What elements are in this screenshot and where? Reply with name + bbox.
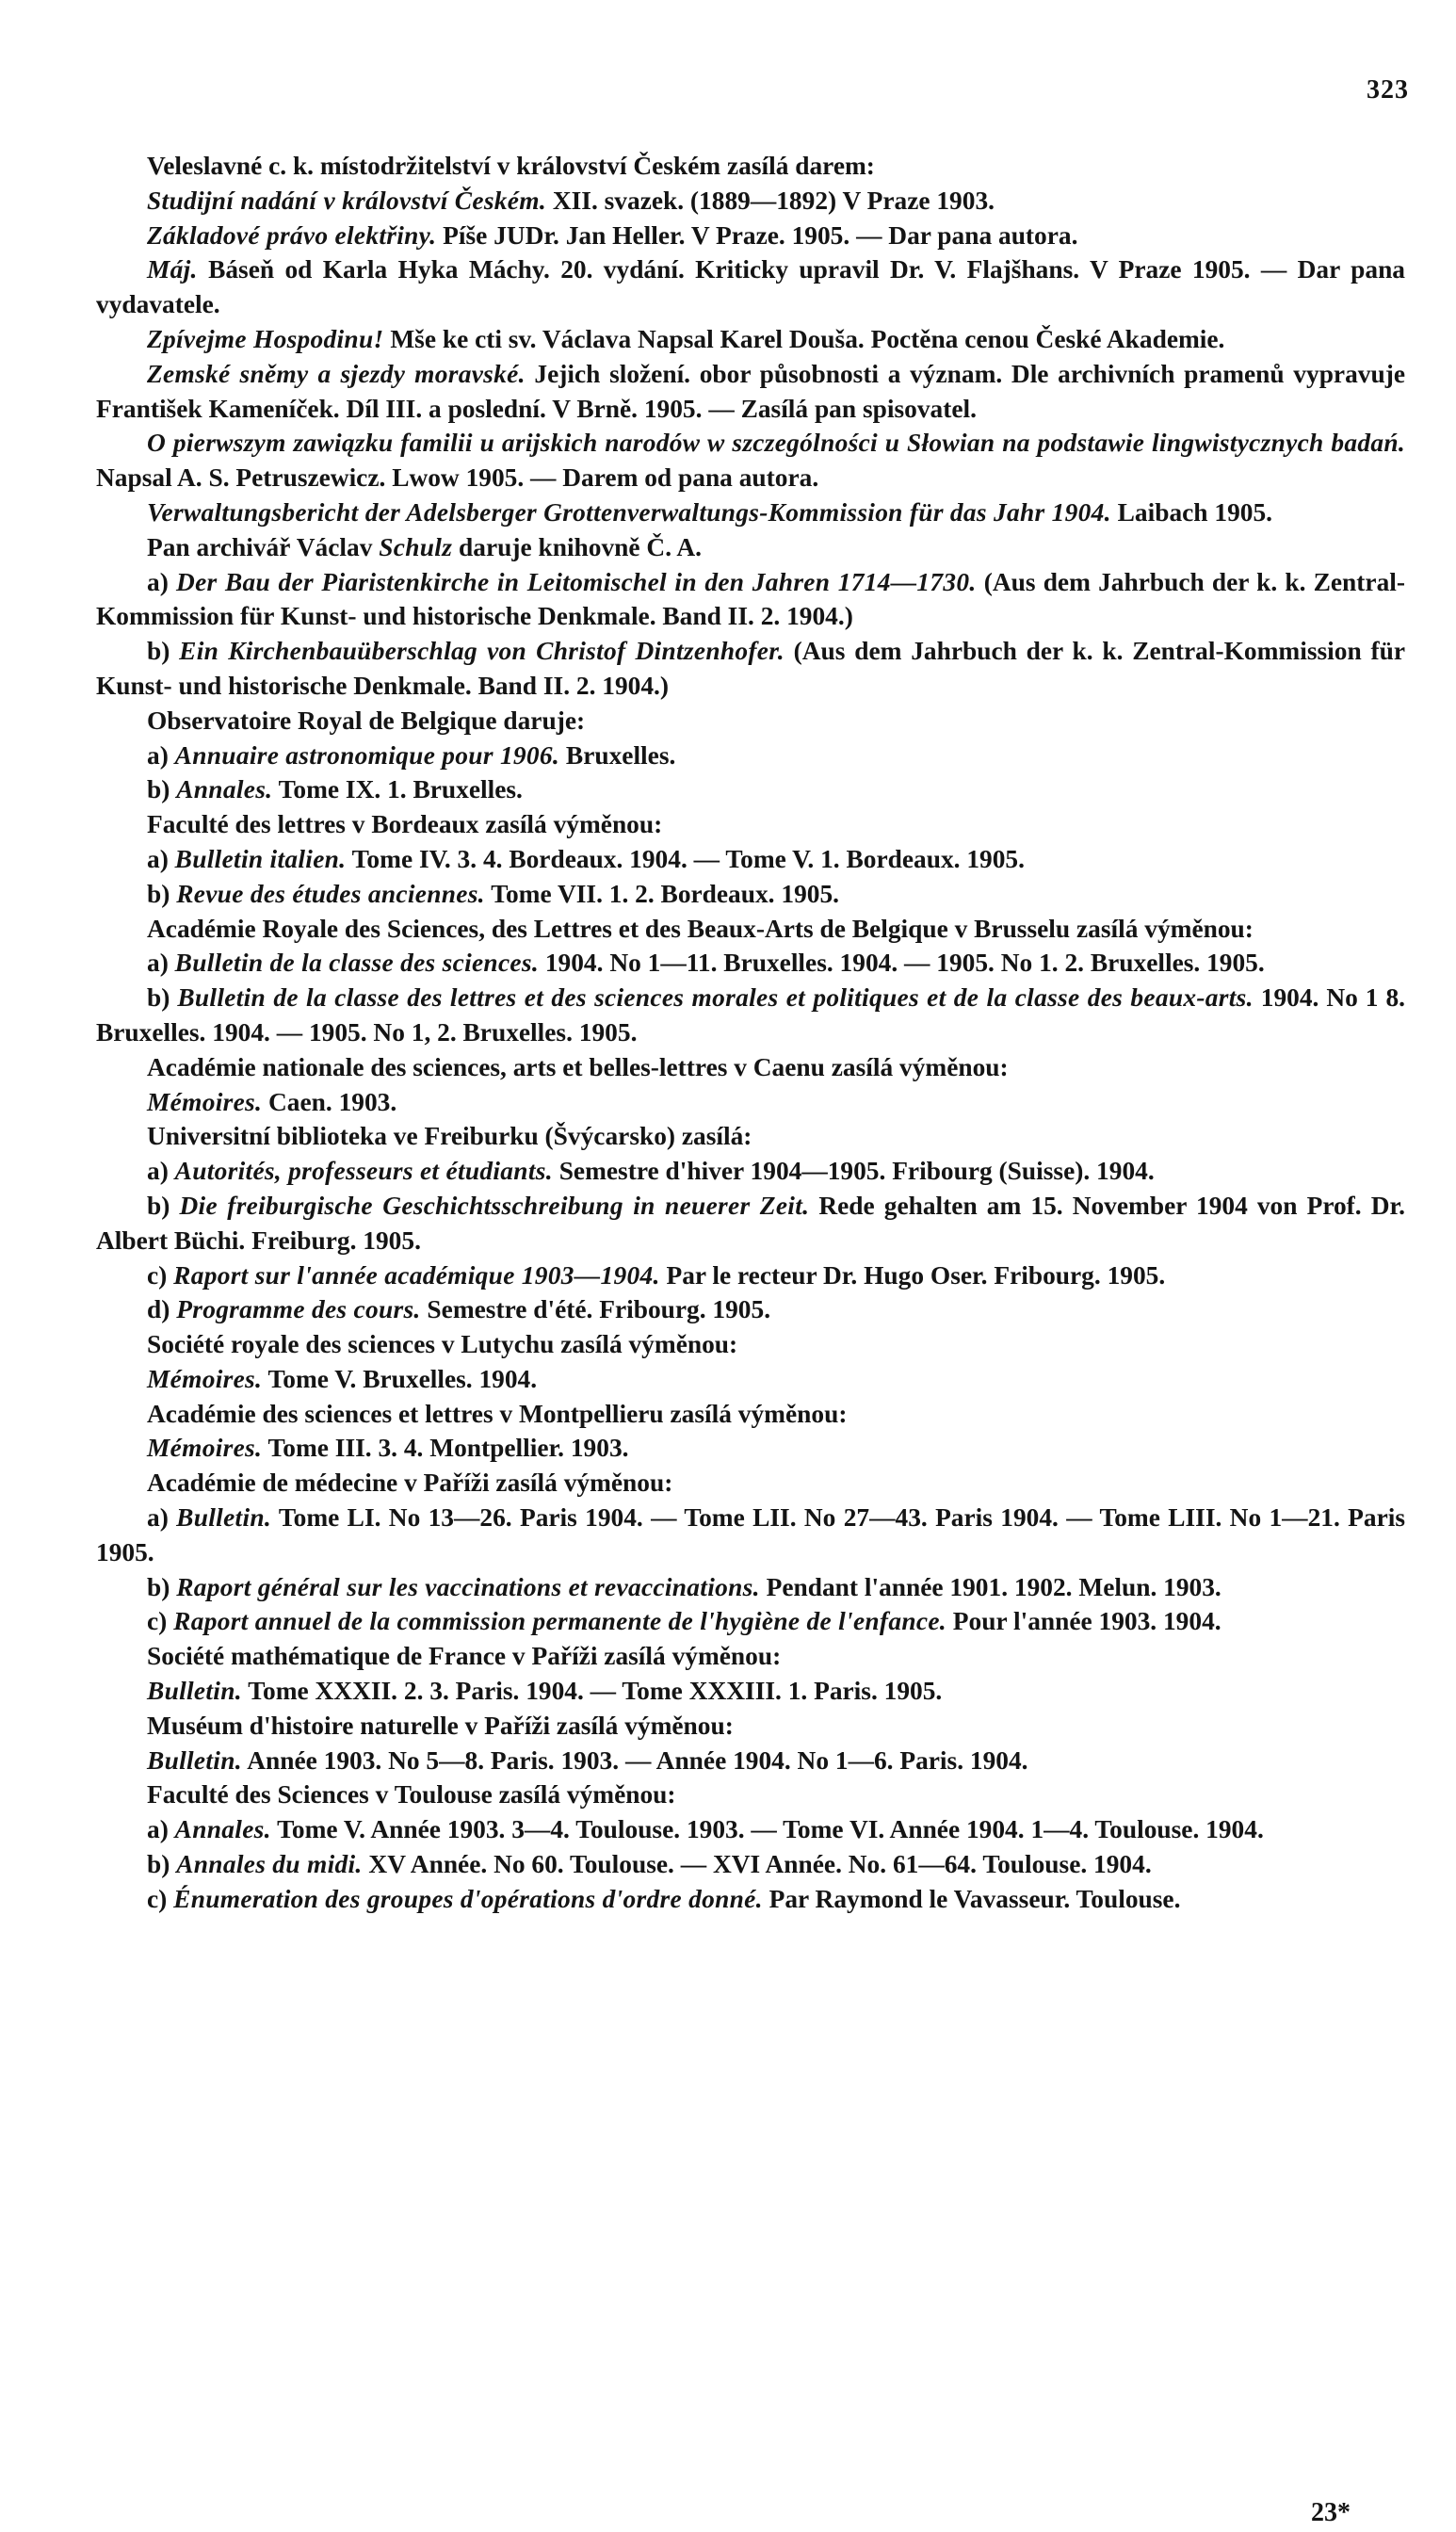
- entry-text: Tome IV. 3. 4. Bordeaux. 1904. — Tome V. 1. Bordeaux. 1905.: [346, 844, 1025, 873]
- entry-paragraph: [96, 1674, 1405, 1709]
- entry-text: Rede gehalten am 15. November 1904 von Prof. Dr. Albert Büchi. Freiburg. 1905.: [96, 1191, 1406, 1255]
- entry-paragraph: [96, 1639, 1405, 1674]
- entry-paragraph: [96, 149, 1405, 184]
- entry-paragraph: [96, 1119, 1405, 1154]
- entry-text: Píše JUDr. Jan Heller. V Praze. 1905. — Dar pana autora.: [436, 220, 1078, 250]
- entry-title: Zpívejme Hospodinu!: [147, 324, 384, 353]
- entry-paragraph: [96, 877, 1405, 912]
- entry-text: Année 1903. No 5—8. Paris. 1903. — Année 1904. No 1—6. Paris. 1904.: [241, 1745, 1028, 1775]
- entry-title: Máj.: [147, 255, 198, 284]
- entry-text: c): [147, 1260, 174, 1290]
- entry-text: a): [147, 1157, 175, 1186]
- entry-text: Par Raymond le Vavasseur. Toulouse.: [762, 1884, 1181, 1913]
- entry-title: Mémoires.: [147, 1364, 263, 1393]
- entry-paragraph: [96, 1397, 1405, 1432]
- entry-text: Bruxelles.: [559, 740, 676, 770]
- entry-title: Bulletin de la classe des lettres et des sciences morales et politiques et de la classe des beaux-arts.: [177, 983, 1254, 1013]
- entry-paragraph: [96, 1812, 1405, 1847]
- entry-title: Základové právo elektřiny.: [147, 220, 437, 250]
- entry-paragraph: [96, 738, 1405, 773]
- entry-text: Faculté des lettres v Bordeaux zasílá výměnou:: [147, 810, 663, 839]
- entry-text: Tome XXXII. 2. 3. Paris. 1904. — Tome XXXIII. 1. Paris. 1905.: [241, 1677, 943, 1706]
- entry-text: Tome V. Bruxelles. 1904.: [262, 1364, 538, 1393]
- entry-text: Académie de médecine v Paříži zasílá výměnou:: [147, 1469, 673, 1498]
- entry-paragraph: [96, 981, 1405, 1050]
- entry-text: Veleslavné c. k. místodržitelství v království Českém zasílá darem:: [147, 152, 875, 180]
- entry-paragraph: [96, 807, 1405, 842]
- entry-text: d): [147, 1295, 177, 1324]
- entry-text: Pour l'année 1903. 1904.: [946, 1607, 1221, 1636]
- entry-title: Annales.: [176, 775, 273, 804]
- entry-text: Faculté des Sciences v Toulouse zasílá výměnou:: [147, 1780, 676, 1810]
- entry-title: Bulletin.: [147, 1745, 242, 1775]
- entry-text: b): [147, 1572, 177, 1601]
- entry-text: Académie nationale des sciences, arts et belles-lettres v Caenu zasílá výměnou:: [147, 1052, 1009, 1081]
- entry-paragraph: [96, 1189, 1405, 1258]
- entry-paragraph: [96, 1777, 1405, 1812]
- entry-text: Tome III. 3. 4. Montpellier. 1903.: [262, 1434, 629, 1463]
- entry-paragraph: [96, 219, 1405, 253]
- entry-text: b): [147, 637, 180, 666]
- page-number: 323: [1367, 75, 1409, 105]
- entry-text: Tome LI. No 13—26. Paris 1904. — Tome LII. No 27—43. Paris 1904. — Tome LIII. No 1—21. Paris 1905.: [96, 1503, 1406, 1566]
- entry-paragraph: [96, 1154, 1405, 1189]
- entry-paragraph: [96, 842, 1405, 877]
- entry-text: XV Année. No 60. Toulouse. — XVI Année. No. 61—64. Toulouse. 1904.: [362, 1850, 1152, 1879]
- entry-title: Bulletin.: [176, 1503, 272, 1533]
- entry-text: Jejich složení. obor působnosti a význam. Dle archivních pramenů vypravuje František Kameníček. Díl III. a poslední. V Brně. 1905. — Zasílá pan spisovatel.: [96, 359, 1405, 423]
- entry-title: Der Bau der Piaristenkirche in Leitomischel in den Jahren 1714—1730.: [176, 567, 977, 596]
- entry-paragraph: [96, 530, 1405, 565]
- entry-title: Annales du midi.: [176, 1850, 363, 1879]
- entry-text: 1904. No 1 8. Bruxelles. 1904. — 1905. No 1, 2. Bruxelles. 1905.: [96, 983, 1406, 1047]
- entry-text: Semestre d'hiver 1904—1905. Fribourg (Suisse). 1904.: [552, 1157, 1155, 1186]
- entry-paragraph: [96, 1085, 1405, 1120]
- entry-text: Pendant l'année 1901. 1902. Melun. 1903.: [759, 1572, 1221, 1601]
- entry-title: Ein Kirchenbauüberschlag von Christof Dintzenhofer.: [179, 637, 785, 666]
- entry-title: Schulz: [379, 532, 453, 561]
- entry-text: XII. svazek. (1889—1892) V Praze 1903.: [546, 186, 995, 215]
- entry-paragraph: [96, 704, 1405, 738]
- entry-paragraph: [96, 252, 1405, 322]
- entry-title: Bulletin de la classe des sciences.: [174, 949, 539, 978]
- entry-text: c): [147, 1884, 174, 1913]
- entry-text: daruje knihovně Č. A.: [452, 532, 703, 561]
- entry-text: Laibach 1905.: [1110, 497, 1273, 527]
- entry-paragraph: [96, 1292, 1405, 1327]
- entry-paragraph: [96, 1327, 1405, 1362]
- entry-paragraph: [96, 426, 1405, 495]
- entry-paragraph: [96, 1847, 1405, 1882]
- entry-text: b): [147, 1850, 177, 1879]
- entry-text: a): [147, 740, 175, 770]
- entry-text: (Aus dem Jahrbuch der k. k. Zentral-Kommission für Kunst- und historische Denkmale. Band II. 2. 1904.): [96, 637, 1405, 700]
- entry-title: Die freiburgische Geschichtsschreibung in neuerer Zeit.: [179, 1191, 810, 1220]
- entry-text: b): [147, 983, 178, 1013]
- entry-title: Annuaire astronomique pour 1906.: [174, 740, 560, 770]
- page-body: [96, 149, 1405, 1917]
- entry-text: Universitní biblioteka ve Freiburku (Švýcarsko) zasílá:: [147, 1122, 752, 1151]
- entry-paragraph: [96, 1744, 1405, 1778]
- entry-title: Revue des études anciennes.: [176, 879, 485, 908]
- entry-paragraph: [96, 946, 1405, 981]
- entry-text: 1904. No 1—11. Bruxelles. 1904. — 1905. No 1. 2. Bruxelles. 1905.: [539, 949, 1265, 978]
- entry-text: c): [147, 1607, 174, 1636]
- entry-text: a): [147, 844, 175, 873]
- entry-paragraph: [96, 1258, 1405, 1293]
- entry-title: Mémoires.: [147, 1434, 263, 1463]
- entry-paragraph: [96, 772, 1405, 807]
- entry-paragraph: [96, 357, 1405, 427]
- entry-text: Tome V. Année 1903. 3—4. Toulouse. 1903. — Tome VI. Année 1904. 1—4. Toulouse. 1904.: [270, 1815, 1264, 1844]
- entry-text: Par le recteur Dr. Hugo Oser. Fribourg. 1905.: [659, 1260, 1166, 1290]
- entry-text: b): [147, 1191, 180, 1220]
- entry-text: Société mathématique de France v Paříži zasílá výměnou:: [147, 1642, 782, 1671]
- entry-paragraph: [96, 1882, 1405, 1917]
- entry-title: Mémoires.: [147, 1087, 263, 1116]
- entry-paragraph: [96, 1466, 1405, 1501]
- entry-title: Raport général sur les vaccinations et revaccinations.: [176, 1572, 760, 1601]
- entry-paragraph: [96, 495, 1405, 530]
- entry-text: Báseň od Karla Hyka Máchy. 20. vydání. Kriticky upravil Dr. V. Flajšhans. V Praze 1905. — Dar pana vydavatele.: [96, 255, 1405, 319]
- entry-paragraph: [96, 1501, 1405, 1570]
- entry-paragraph: [96, 322, 1405, 357]
- entry-title: Bulletin italien.: [174, 844, 347, 873]
- entry-text: Muséum d'histoire naturelle v Paříži zasílá výměnou:: [147, 1711, 734, 1740]
- entry-text: Caen. 1903.: [262, 1087, 397, 1116]
- entry-text: b): [147, 879, 177, 908]
- entry-paragraph: [96, 184, 1405, 219]
- entry-text: a): [147, 1503, 177, 1533]
- entry-paragraph: [96, 565, 1405, 635]
- entry-paragraph: [96, 1431, 1405, 1466]
- entry-text: Mše ke cti sv. Václava Napsal Karel Douša. Poctěna cenou České Akademie.: [383, 324, 1225, 353]
- entry-paragraph: [96, 1709, 1405, 1744]
- entry-paragraph: [96, 1050, 1405, 1085]
- entry-title: Verwaltungsbericht der Adelsberger Grottenverwaltungs-Kommission für das Jahr 1904.: [147, 497, 1111, 527]
- entry-title: Zemské sněmy a sjezdy moravské.: [147, 359, 526, 388]
- entry-paragraph: [96, 912, 1405, 947]
- entry-title: Bulletin.: [147, 1677, 242, 1706]
- entry-text: (Aus dem Jahrbuch der k. k. Zentral-Kommission für Kunst- und historische Denkmale. Band II. 2. 1904.): [96, 567, 1405, 631]
- entry-title: Annales.: [174, 1815, 271, 1844]
- entry-title: Raport sur l'année académique 1903—1904.: [173, 1260, 660, 1290]
- entry-title: Studijní nadání v království Českém.: [147, 186, 546, 215]
- entry-title: Raport annuel de la commission permanente de l'hygiène de l'enfance.: [173, 1607, 946, 1636]
- entry-text: Tome VII. 1. 2. Bordeaux. 1905.: [484, 879, 840, 908]
- signature-mark: 23*: [1311, 2498, 1351, 2527]
- entry-text: Académie Royale des Sciences, des Lettres et des Beaux-Arts de Belgique v Brusselu zasílá výměnou:: [147, 914, 1254, 943]
- entry-paragraph: [96, 634, 1405, 704]
- entry-text: a): [147, 1815, 175, 1844]
- entry-text: Tome IX. 1. Bruxelles.: [272, 775, 523, 804]
- entry-text: a): [147, 567, 176, 596]
- entry-text: b): [147, 775, 177, 804]
- entry-title: O pierwszym zawiązku familii u arijskich narodów w szczególności u Słowian na podstawie lingwistycznych badań.: [147, 429, 1405, 458]
- entry-paragraph: [96, 1570, 1405, 1605]
- entry-text: Semestre d'été. Fribourg. 1905.: [420, 1295, 771, 1324]
- entry-paragraph: [96, 1362, 1405, 1397]
- entry-text: Napsal A. S. Petruszewicz. Lwow 1905. — Darem od pana autora.: [96, 463, 819, 493]
- entry-text: Société royale des sciences v Lutychu zasílá výměnou:: [147, 1330, 738, 1359]
- entry-paragraph: [96, 1604, 1405, 1639]
- entry-title: Énumeration des groupes d'opérations d'ordre donné.: [173, 1884, 763, 1913]
- entry-title: Autorités, professeurs et étudiants.: [174, 1157, 553, 1186]
- entry-text: Académie des sciences et lettres v Montpellieru zasílá výměnou:: [147, 1399, 848, 1428]
- entry-title: Programme des cours.: [176, 1295, 421, 1324]
- entry-text: Observatoire Royal de Belgique daruje:: [147, 706, 586, 735]
- entry-text: a): [147, 949, 175, 978]
- entry-text: Pan archivář Václav: [147, 532, 380, 561]
